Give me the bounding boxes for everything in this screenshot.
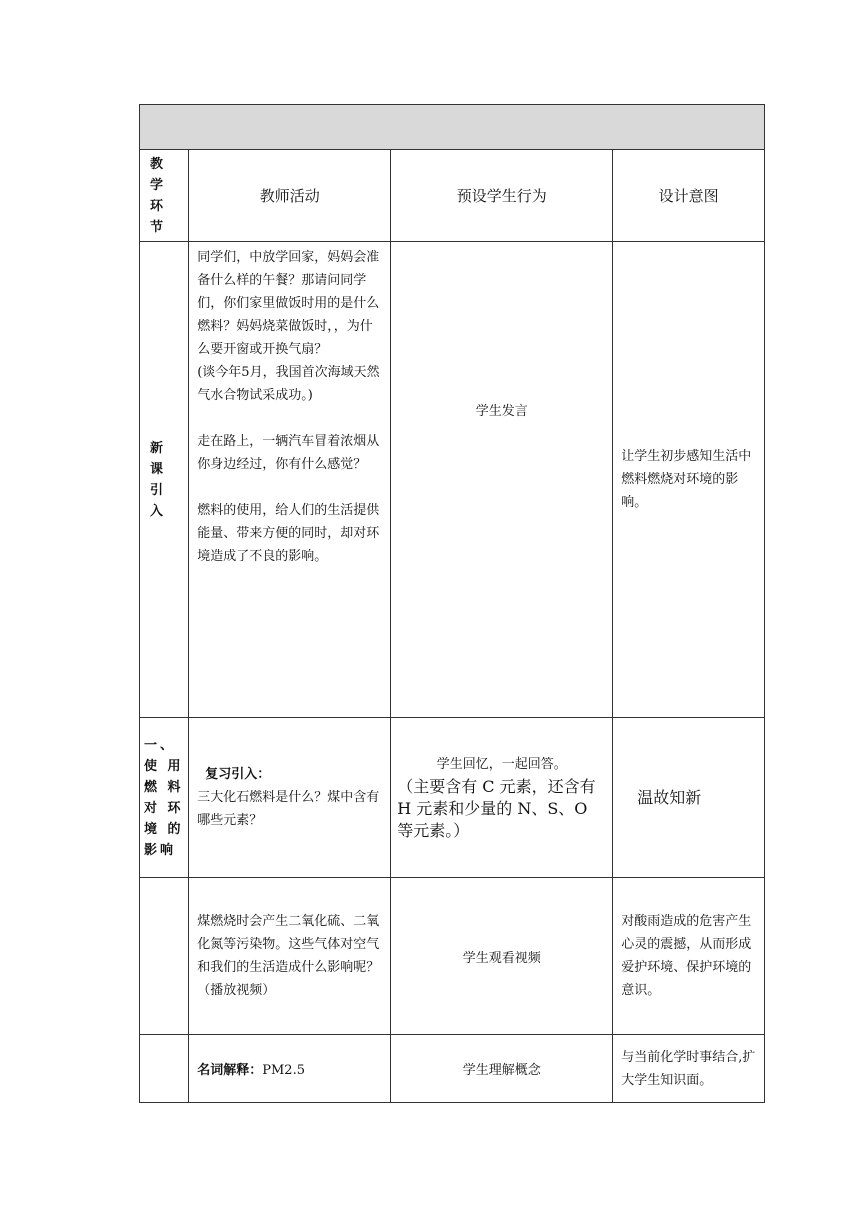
student-behavior-cell: 学生观看视频: [391, 878, 613, 1035]
table-row: [140, 718, 765, 878]
teacher-activity-cell: 同学们，中放学回家，妈妈会准备什么样的午餐？那请问同学们，你们家里做饭时用的是什么燃料？妈妈烧菜做饭时，，为什么要开窗或开换气扇？ (谈今年5月，我国首次海域天然气水合物试采成功。) 走在路上，一辆汽车冒着浓烟从你身边经过，你有什么感觉？ 燃料的使用，给人们的生活提供能量、带来方便的同时，却对环境造成了不良的影响。: [189, 242, 391, 718]
design-intent-cell: 与当前化学时事结合,扩大学生知识面。: [613, 1035, 765, 1103]
design-intent-cell: 让学生初步感知生活中燃料燃烧对环境的影响。: [613, 242, 765, 718]
design-intent-cell: 温故知新: [613, 718, 765, 878]
stage-cell: 新 课 引 入: [140, 242, 189, 718]
teacher-activity-cell: 名词解释：PM2.5: [189, 1035, 391, 1103]
teacher-activity-cell: 煤燃烧时会产生二氧化硫、二氧化氮等污染物。这些气体对空气和我们的生活造成什么影响呢？（播放视频）: [189, 878, 391, 1035]
title-row: [140, 105, 765, 150]
header-row: [140, 150, 765, 242]
title-bar: [140, 105, 765, 150]
teacher-activity-cell: 复习引入： 三大化石燃料是什么？煤中含有哪些元素？: [189, 718, 391, 878]
student-behavior-cell: 学生发言: [391, 242, 613, 718]
header-student: 预设学生行为: [391, 150, 613, 242]
stage-cell: [140, 878, 189, 1035]
header-teacher: 教师活动: [189, 150, 391, 242]
table-row: [140, 242, 765, 718]
student-behavior-cell: 学生理解概念: [391, 1035, 613, 1103]
header-intent: 设计意图: [613, 150, 765, 242]
table-row: [140, 878, 765, 1035]
lesson-plan-table: [139, 104, 765, 1103]
design-intent-cell: 对酸雨造成的危害产生心灵的震撼，从而形成爱护环境、保护环境的意识。: [613, 878, 765, 1035]
stage-cell: [140, 1035, 189, 1103]
stage-cell: 一、 使 用 燃 料 对 环 境 的 影响: [140, 718, 189, 878]
student-behavior-cell: 学生回忆，一起回答。 （主要含有 C 元素，还含有 H 元素和少量的 N、S、O 等元素。）: [391, 718, 613, 878]
review-title: 复习引入：: [205, 767, 271, 782]
table-row: [140, 1035, 765, 1103]
header-stage: 教 学 环 节: [140, 150, 189, 242]
